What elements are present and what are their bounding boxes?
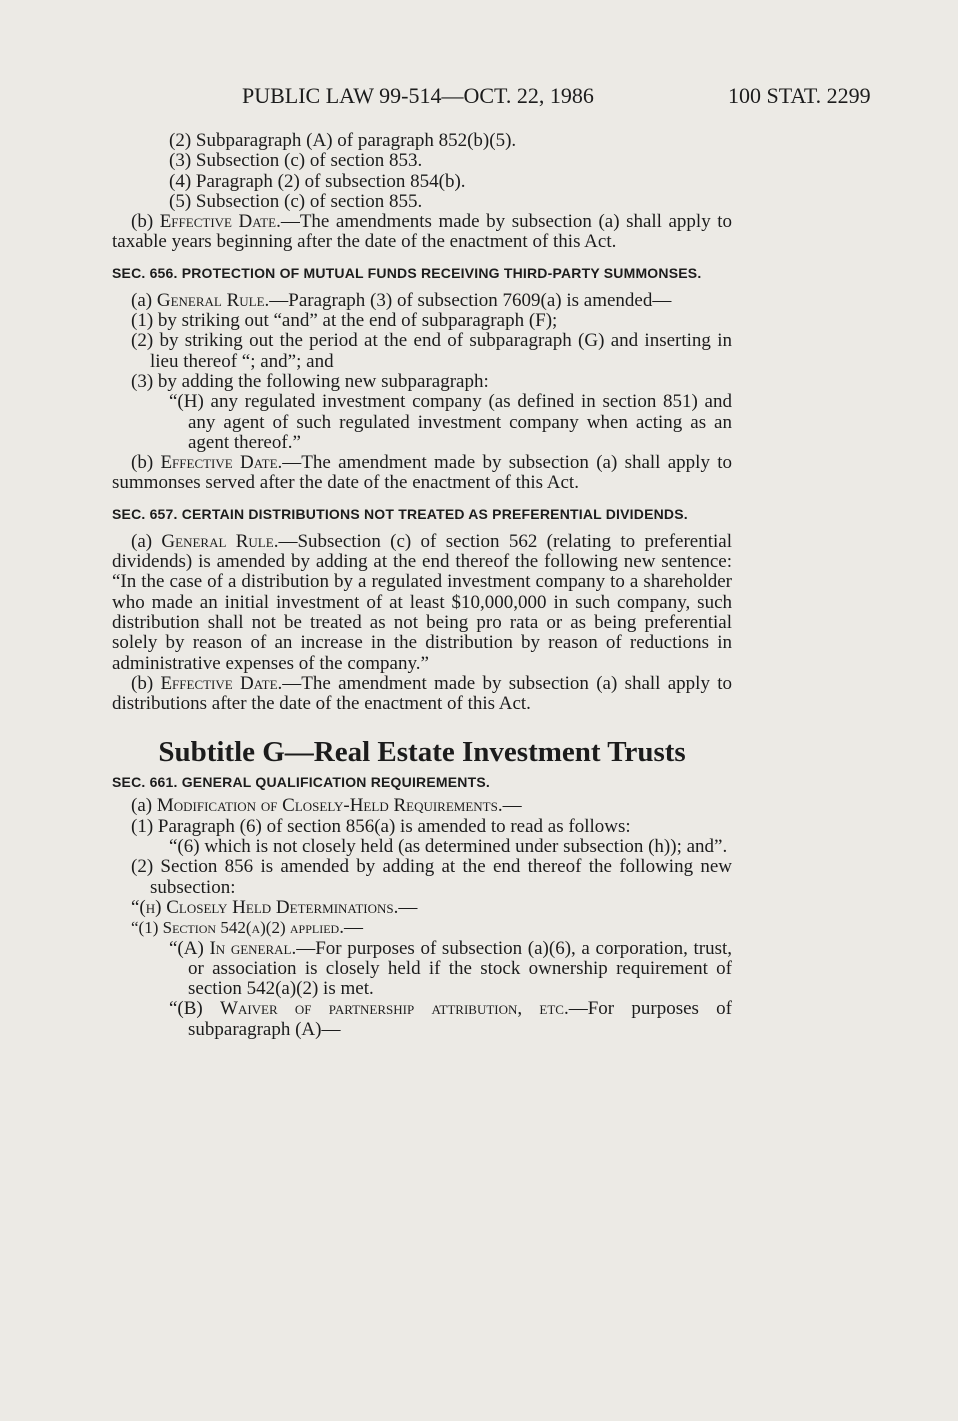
paragraph-661a: (a) Modification of Closely-Held Requirements.— [131,795,522,817]
paragraph-661a-1-quote: “(6) which is not closely held (as determined under subsection (h)); and”. [169,836,728,858]
paragraph-656a-H: “(H) any regulated investment company (as defined in section 851) and any agent of such regulated investment company when acting as an agent thereof.” [169,391,732,453]
subsection-h-heading: “(h) Closely Held Determinations.— [131,896,418,918]
paragraph-657b: (b) Effective Date.—The amendment made by subsection (a) shall apply to distributions after the date of the enactment of this Act. [112,672,733,715]
list-item: (3) Subsection (c) of section 853. [169,150,423,172]
subsection-label: Effective Date [160,452,278,474]
subparagraph-label: In general [209,937,292,959]
subsection-label: General Rule [156,289,265,311]
paragraph-656b: (b) Effective Date.—The amendment made by subsection (a) shall apply to summonses served after the date of the enactment of this Act. [112,452,733,494]
subsection-label: Modification of Closely-Held Requirements [156,795,498,817]
subsection-label: Effective Date [160,672,278,694]
paragraph-661a-1: (1) Paragraph (6) of section 856(a) is amended to read as follows: [131,815,631,837]
paragraph-655b: (b) Effective Date.—The amendments made by subsection (a) shall apply to taxable years beginning after the date of the enactment of this Act. [112,211,733,253]
subparagraph-label: Waiver of partnership attribution, etc [220,998,564,1020]
paragraph-hB: “(B) Waiver of partnership attribution, etc.—For purposes of subparagraph (A)— [169,998,732,1040]
list-item: (4) Paragraph (2) of subsection 854(b). [169,170,466,192]
paragraph-h1-heading: “(1) Section 542(a)(2) applied.— [131,917,363,939]
subsection-label: General Rule [161,530,274,552]
paragraph-657a: (a) General Rule.—Subsection (c) of section 562 (relating to preferential dividends) is amended by adding at the end thereof the following new sentence: “In the case of a distribution by a regulated investment company to a shareholder who made an initial investment of at least $10,000,000 in such company, such distribution shall not be treated as not being pro rata or as being preferential solely by reason of an increase in the distribution by reason of reductions in administrative expenses of the company.” [112,530,733,674]
subsection-label: “(h) Closely Held Determinations [131,896,394,918]
paragraph-661a-2: (2) Section 856 is amended by adding at the end thereof the following new subsection: [131,856,732,898]
running-header-law: PUBLIC LAW 99-514—OCT. 22, 1986 [242,83,594,108]
list-item: (5) Subsection (c) of section 855. [169,190,423,212]
section-heading-656: SEC. 656. PROTECTION OF MUTUAL FUNDS RECEIVING THIRD-PARTY SUMMONSES. [112,264,702,281]
paragraph-hA: “(A) In general.—For purposes of subsection (a)(6), a corporation, trust, or association is closely held if the stock ownership requirement of section 542(a)(2) is met. [169,937,733,1000]
paragraph-656a: (a) General Rule.—Paragraph (3) of subsection 7609(a) is amended— [131,289,672,311]
paragraph-656a-2: (2) by striking out the period at the end of subparagraph (G) and inserting in lieu thereof “; and”; and [131,330,732,372]
list-item: (2) Subparagraph (A) of paragraph 852(b)(5). [169,130,517,151]
running-header-stat: 100 STAT. 2299 [728,83,871,108]
paragraph-656a-1: (1) by striking out “and” at the end of subparagraph (F); [131,310,558,332]
subtitle-heading: Subtitle G—Real Estate Investment Trusts [158,736,686,769]
paragraph-label: “(1) Section 542(a)(2) applied [131,918,340,938]
section-heading-661: SEC. 661. GENERAL QUALIFICATION REQUIREMENTS. [112,774,490,791]
section-heading-657: SEC. 657. CERTAIN DISTRIBUTIONS NOT TREATED AS PREFERENTIAL DIVIDENDS. [112,505,688,522]
subsection-label: Effective Date [159,211,277,233]
paragraph-656a-3: (3) by adding the following new subparagraph: [131,370,489,392]
document-body [112,131,732,1040]
